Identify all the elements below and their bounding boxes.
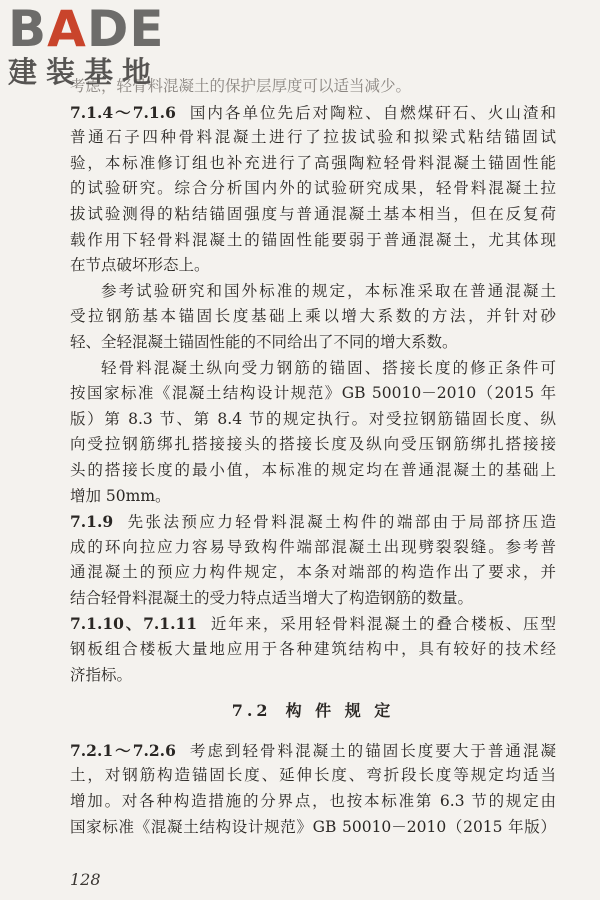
line-text: 国内各单位先后对陶粒、自燃煤矸石、火山渣和: [187, 103, 556, 122]
logo-subtitle: 建装基地: [8, 55, 161, 89]
text-line: [70, 815, 556, 841]
text-line: [70, 509, 556, 535]
text-line: [70, 356, 556, 382]
text-line: [70, 432, 556, 458]
text-line: [70, 330, 556, 356]
line-text: 先张法预应力轻骨料混凝土构件的端部由于局部挤压造: [125, 513, 556, 532]
clause-number: 7.1.9: [70, 512, 114, 532]
text-line: [70, 763, 556, 789]
line-text: 向受拉钢筋绑扎搭接接头的搭接长度及纵向受压钢筋绑扎搭接接: [70, 435, 556, 454]
text-line: [70, 125, 556, 151]
text-line: [70, 663, 556, 689]
paragraphs-after-section: [70, 738, 556, 840]
line-text: 拔试验测得的粘结锚固强度与普通混凝土基本相当，但在反复荷: [70, 204, 556, 223]
line-text: 结合轻骨料混凝土的受力特点适当增大了构造钢筋的数量。: [70, 588, 474, 607]
line-text: 增加 50mm。: [70, 486, 171, 505]
line-text: 国家标准《混凝土结构设计规范》GB 50010－2010（2015 年版）: [70, 817, 556, 836]
text-line: [70, 560, 556, 586]
text-line: [70, 253, 556, 279]
line-text: 参考试验研究和国外标准的规定，本标准采取在普通混凝土: [101, 281, 556, 300]
line-text: 济指标。: [70, 665, 133, 684]
line-text: 受拉钢筋基本锚固长度基础上乘以增大系数的方法，并针对砂: [70, 307, 556, 326]
text-line: [70, 789, 556, 815]
text-line: [70, 381, 556, 407]
line-text: 通混凝土的预应力构件规定，本条对端部的构造作出了要求，并: [70, 563, 556, 582]
text-line: [70, 586, 556, 612]
line-text: 验，本标准修订组也补充进行了高强陶粒轻骨料混凝土锚固性能: [70, 153, 556, 172]
text-line: [70, 176, 556, 202]
line-text: 在节点破坏形态上。: [70, 256, 210, 275]
text-body: [70, 74, 556, 840]
text-line: [70, 228, 556, 254]
text-line: [70, 304, 556, 330]
logo-wordmark: BADE: [8, 0, 165, 58]
line-text: 考虑，轻骨料混凝土的保护层厚度可以适当减少。: [70, 77, 412, 95]
text-line: [70, 279, 556, 305]
text-line: [70, 611, 556, 637]
paragraph: [70, 509, 556, 611]
logo: [8, 0, 198, 90]
line-text: 考虑到轻骨料混凝土的锚固长度要大于普通混凝: [187, 741, 556, 760]
line-text: 成的环向拉应力容易导致构件端部混凝土出现劈裂裂缝。参考普: [70, 537, 556, 556]
section-number: 7.2: [231, 701, 272, 721]
paragraph: [70, 611, 556, 688]
line-text: 土，对钢筋构造锚固长度、延伸长度、弯折段长度等规定均适当: [70, 766, 556, 785]
text-line: [70, 100, 556, 126]
line-text: 钢板组合楼板大量地应用于各种建筑结构中，具有较好的技术经: [70, 640, 556, 659]
line-text: 增加。对各种构造措施的分界点，也按本标准第 6.3 节的规定由: [70, 792, 556, 811]
line-text: 载作用下轻骨料混凝土的锚固性能要弱于普通混凝土，尤其体现: [70, 230, 556, 249]
paragraph: [70, 738, 556, 840]
clause-number: 7.2.1～7.2.6: [70, 740, 176, 760]
clause-number: 7.1.4～7.1.6: [70, 102, 176, 122]
line-text: 近年来，采用轻骨料混凝土的叠合楼板、压型: [209, 615, 556, 634]
text-line: [70, 637, 556, 663]
text-line: [70, 484, 556, 510]
line-text: 的试验研究。综合分析国内外的试验研究成果，轻骨料混凝土拉: [70, 179, 556, 198]
line-text: 按国家标准《混凝土结构设计规范》GB 50010－2010（2015 年: [70, 384, 556, 403]
logo-accent-letter: A: [47, 0, 87, 58]
text-line: [70, 458, 556, 484]
text-line: [70, 407, 556, 433]
page-number: 128: [70, 870, 101, 889]
clause-number: 7.1.10、7.1.11: [70, 614, 198, 634]
line-text: 轻骨料混凝土纵向受力钢筋的锚固、搭接长度的修正条件可: [101, 358, 556, 377]
line-text: 普通石子四种骨料混凝土进行了拉拔试验和拟梁式粘结锚固试: [70, 128, 556, 147]
paragraphs-before-section: [70, 74, 556, 688]
section-heading: [70, 698, 556, 724]
text-line: [70, 202, 556, 228]
paragraph: [70, 356, 556, 510]
text-line: [70, 738, 556, 764]
line-text: 版）第 8.3 节、第 8.4 节的规定执行。对受拉钢筋锚固长度、纵: [70, 409, 556, 428]
paragraph: [70, 279, 556, 356]
paragraph: [70, 100, 556, 279]
text-line: [70, 151, 556, 177]
text-line: [70, 535, 556, 561]
line-text: 头的搭接长度的最小值，本标准的规定均在普通混凝土的基础上: [70, 460, 556, 479]
section-title: 构 件 规 定: [285, 701, 395, 721]
line-text: 轻、全轻混凝土锚固性能的不同给出了不同的增大系数。: [70, 332, 458, 351]
